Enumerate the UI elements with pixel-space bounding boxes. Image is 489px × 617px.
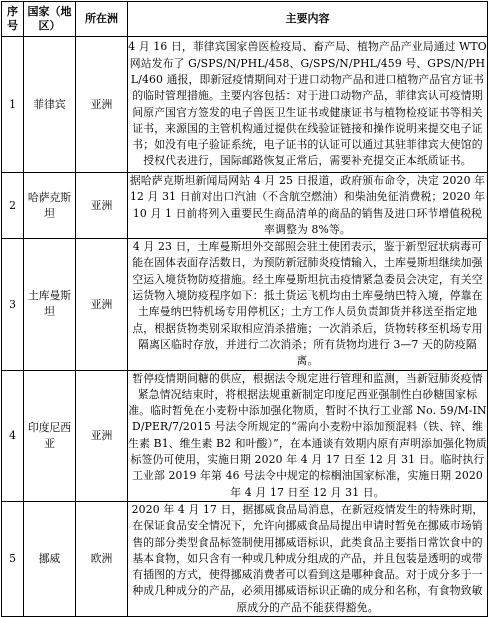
row-continent: 亚洲 [76,173,128,239]
table-row [2,370,488,501]
row-country: 印度尼西亚 [24,370,76,501]
row-continent: 亚洲 [76,239,128,370]
row-no: 4 [2,370,24,501]
header-country: 国家（地区） [24,2,76,37]
row-country: 土库曼斯坦 [24,239,76,370]
row-content: 2020 年 4 月 17 日，据挪威食品局消息，在新冠疫情发生的特殊时期，在保证食品安全情况下，允许向挪威食品局提出申请时暂免在挪威市场销售的部分类型食品标签制使用挪威语标识，此类食品主要指日常饮食中的基本食物，如只含有一种或几种成分组成的产品，并且包装是透明的或带有插图的方式，使得挪威消费者可以看到这是哪种食品。对于成分多于一种成几种成分的产品，必须用挪威语标识正确的成分和名称，有食物致敏原成分的产品不能获得豁免。 [128,501,488,616]
header-content: 主要内容 [128,2,488,37]
table-row [2,37,488,173]
row-continent: 欧洲 [76,501,128,616]
table-row [2,501,488,616]
policy-table [1,1,488,617]
row-country: 菲律宾 [24,37,76,173]
table-row [2,173,488,239]
row-no: 3 [2,239,24,370]
row-country: 挪威 [24,501,76,616]
row-content: 据哈萨克斯坦新闻局网站 4 月 25 日报道，政府颁布命令，决定 2020 年 12 月 31 日前对出口汽油（不含航空燃油）和柴油免征消费税；2020 年 10 月 1 日前将列入重要民生商品清单的商品的销售及进口环节增值税税率调整为 8%等。 [128,173,488,239]
row-content: 暂停疫情期间糖的供应，根据法令规定进行管理和监测，当新冠肺炎疫情紧急情况结束时，将根据法规重新制定印度尼西亚强制性白砂糖国家标准。临时暂免在小麦粉中添加强化物质，暂时不执行工业部 No. 59/M-IND/PER/7/2015 号法令所规定的“需向小麦粉中添加预混料（铁、锌、维生素 B1、维生素 B2 和叶酸）”，在本通谈有效期内原有声明添加强化物质标签仍可使用，实施日期 2020 年 4 月 17 日至 12 月 31 日。临时执行工业部 2019 年第 46 号法令中规定的棕榈油国家标准，实施日期 2020 年 4 月 17 日至 12 月 31 日。 [128,370,488,501]
header-no: 序号 [2,2,24,37]
row-country: 哈萨克斯坦 [24,173,76,239]
row-content: 4 月 16 日，菲律宾国家兽医检疫局、畜产局、植物产品产业局通过 WTO 网站发布了 G/SPS/N/PHL/458、G/SPS/N/PHL/459 号、GPS/N/PHL/460 通报，即新冠疫情期间对于进口动物产品和进口植物产品官方证书的临时管理措施。主要内容包括：对于进口动物产品，菲律宾认可疫情期间原产国官方签发的电子兽医卫生证书或健康证书与植物检疫证书等相关证书，来源国的主管机构通过提供在线验证链接和操作说明来提交电子证书；如没有电子验证系统，电子证书的认证可以通过其驻菲律宾大使馆的授权代表进行，国际邮路恢复正常后，需要补充提交正本纸质证书。 [128,37,488,173]
header-continent: 所在洲 [76,2,128,37]
row-continent: 亚洲 [76,370,128,501]
row-continent: 亚洲 [76,37,128,173]
table-row [2,239,488,370]
row-no: 2 [2,173,24,239]
row-no: 5 [2,501,24,616]
header-row [2,2,488,37]
row-no: 1 [2,37,24,173]
row-content: 4 月 23 日，土库曼斯坦外交部照会驻土使团表示，鉴于新型冠状病毒可能在固体表面存活数日，为预防新冠肺炎疫情输入，土库曼斯坦继续加强空运入境货物防疫措施。经土库曼斯坦抗击疫情紧急委员会决定，有关空运货物入境防疫程序如下：抵土货运飞机均由土库曼纳巴特入境，停靠在土库曼纳巴特机场专用停机区；土方工作人员负责卸货并移送至指定地点，根据货物类别采取相应消杀措施；一次消杀后，货物转移至机场专用隔离区临时存放，并进行二次消杀；所有货物均进行 3—7 天的防疫隔离。 [128,239,488,370]
